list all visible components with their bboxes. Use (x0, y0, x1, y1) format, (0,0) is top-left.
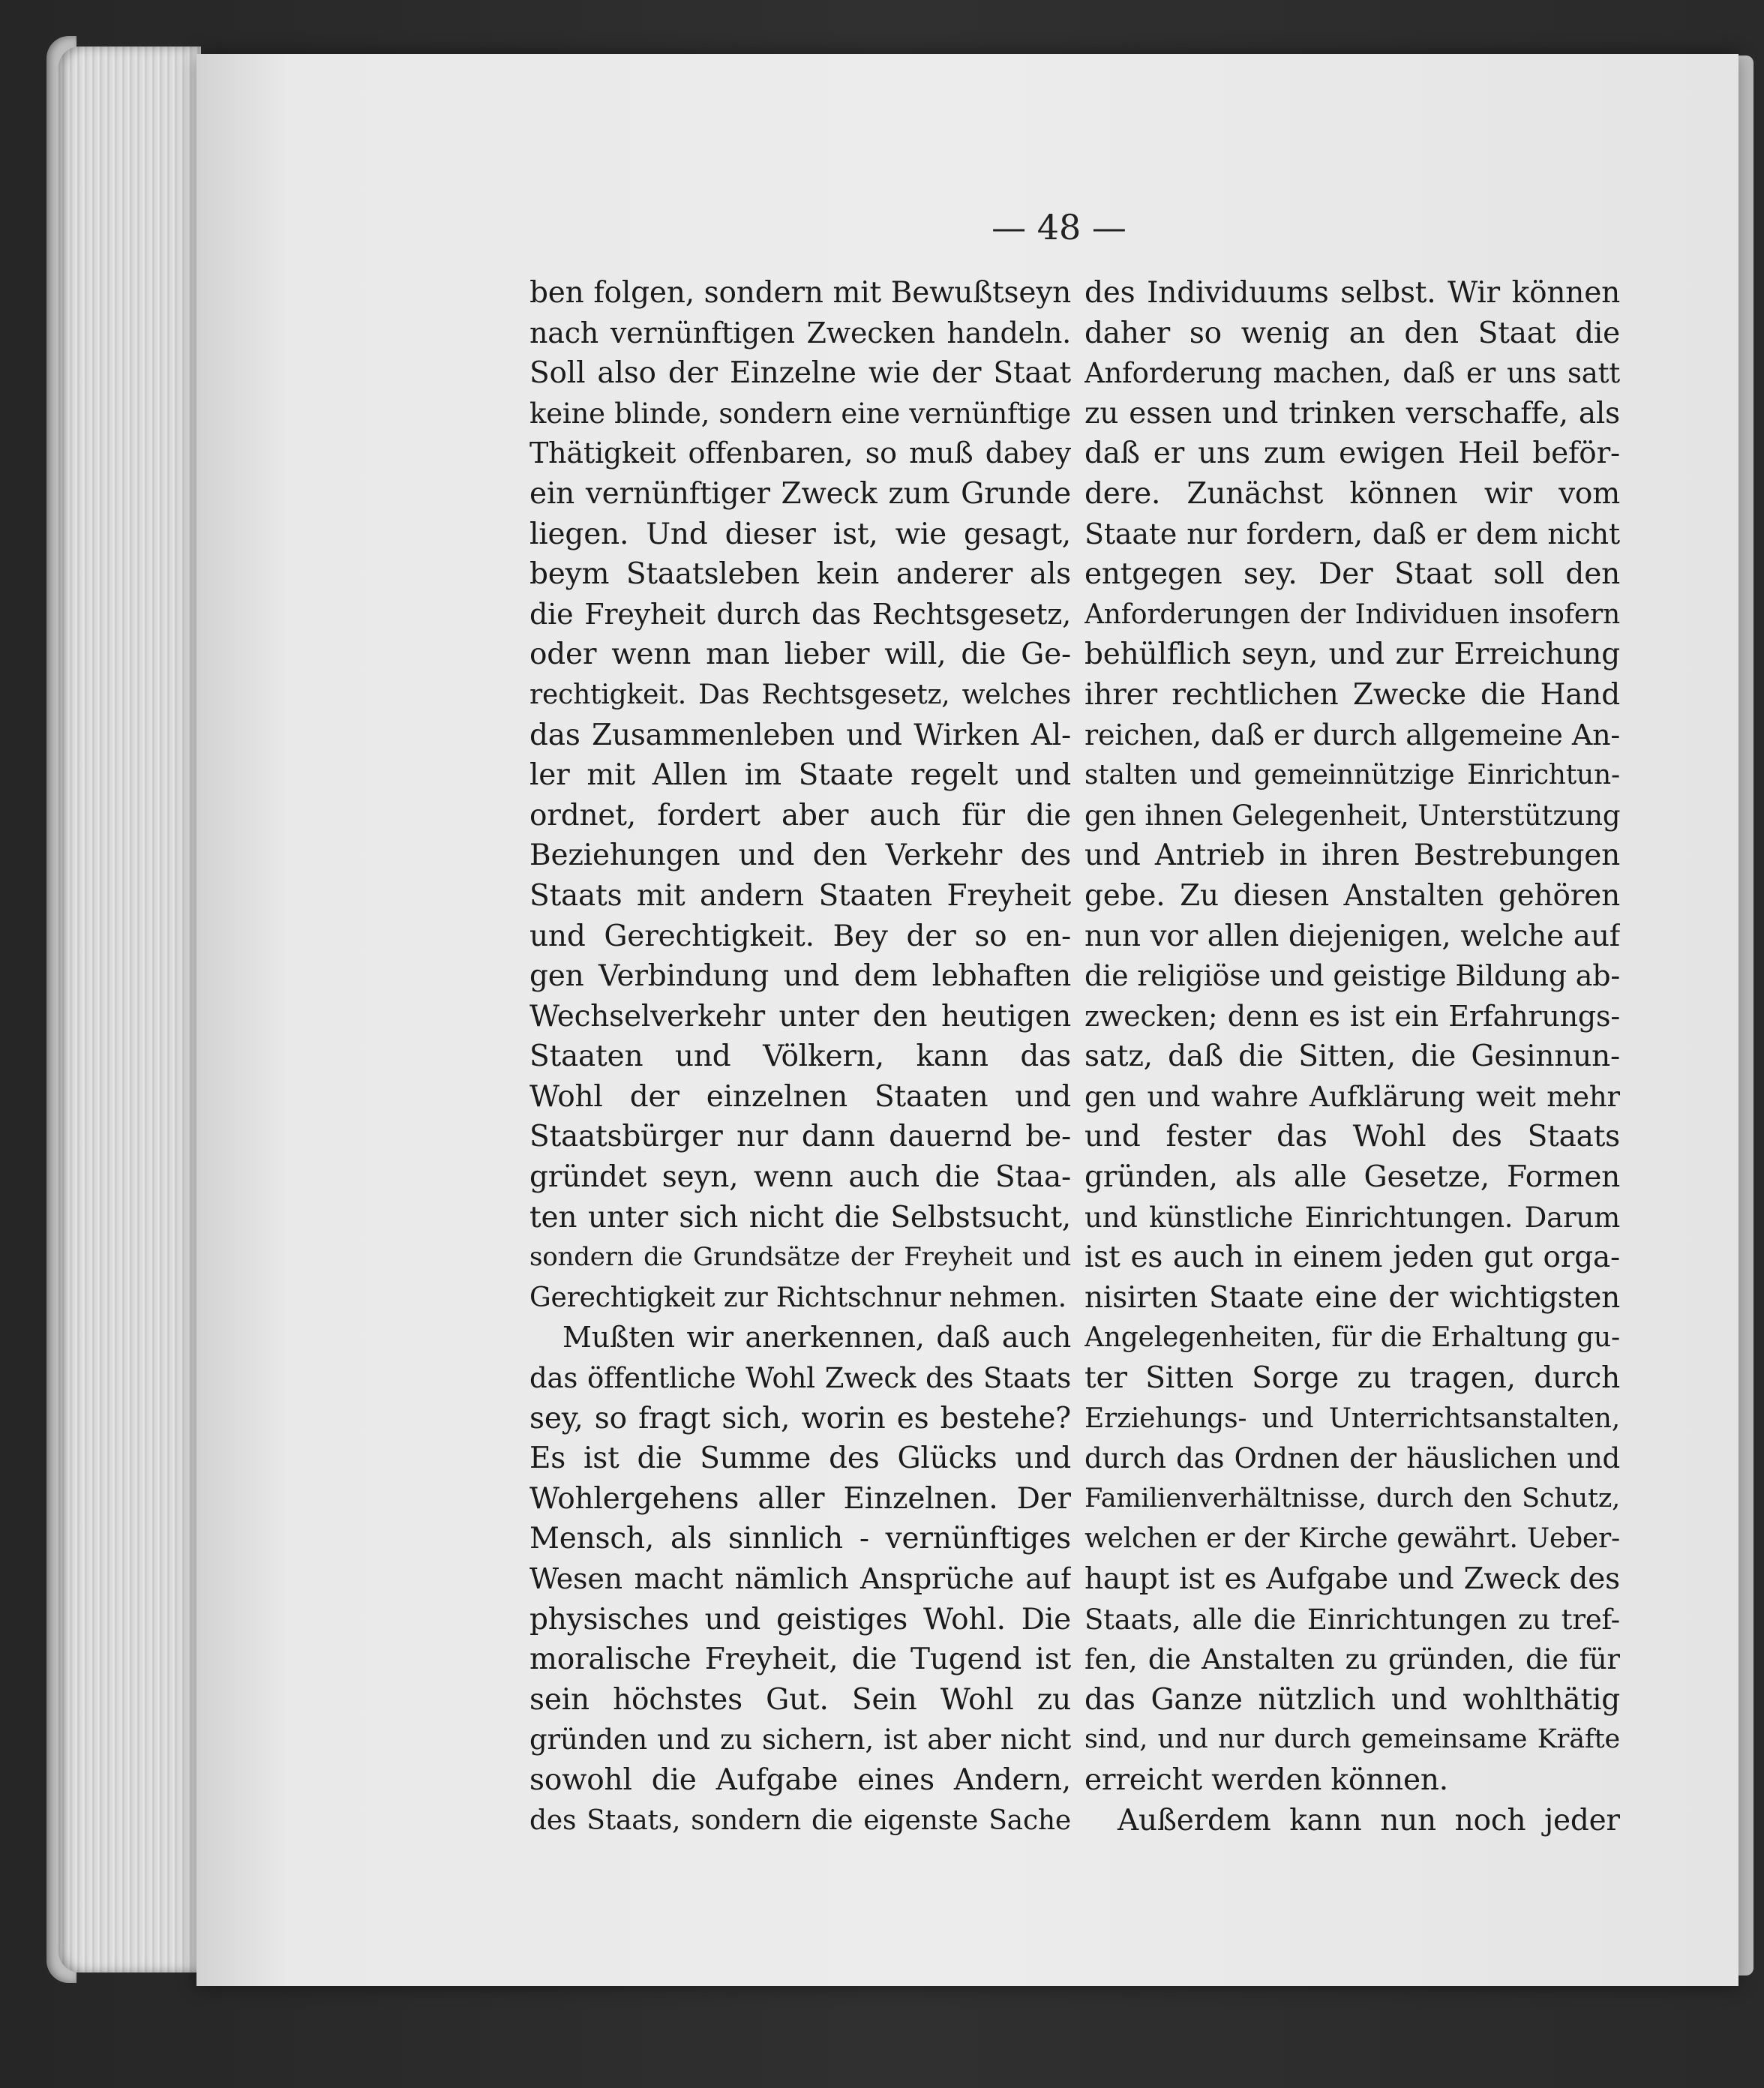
text-line: Staats, alle die Einrichtungen zu tref- (1084, 1603, 1620, 1636)
text-line: Anforderung machen, daß er uns satt (1084, 357, 1620, 390)
text-line: gen ihnen Gelegenheit, Unterstützung (1084, 799, 1620, 832)
text-line: entgegen sey. Der Staat soll den (1084, 557, 1620, 592)
text-line: Staats mit andern Staaten Freyheit (530, 878, 1071, 913)
page-number: — 48 — (992, 207, 1126, 248)
text-line: ben folgen, sondern mit Bewußtseyn (530, 276, 1071, 310)
text-line: Wesen macht nämlich Ansprüche auf (530, 1562, 1071, 1595)
text-line: nun vor allen diejenigen, welche auf (1084, 919, 1620, 953)
text-line: rechtigkeit. Das Rechtsgesetz, welches (530, 679, 1071, 710)
text-line: Erziehungs- und Unterrichtsanstalten, (1084, 1402, 1620, 1434)
text-line: nach vernünftigen Zwecken handeln. (530, 316, 1071, 350)
text-line: gen und wahre Aufklärung weit mehr (1084, 1080, 1620, 1113)
text-line: fen, die Anstalten zu gründen, die für (1084, 1643, 1620, 1676)
left-text-column (530, 273, 1071, 1840)
text-line: zu essen und trinken verschaffe, als (1084, 396, 1620, 430)
text-line: des Individuums selbst. Wir können (1084, 276, 1620, 310)
text-line: gebe. Zu diesen Anstalten gehören (1084, 878, 1620, 913)
right-text-column (1084, 273, 1620, 1840)
text-line: des Staats, sondern die eigenste Sache (530, 1804, 1071, 1836)
text-line: Staatsbürger nur dann dauernd be- (530, 1120, 1071, 1154)
text-line: gründet seyn, wenn auch die Staa- (530, 1160, 1071, 1195)
text-line: sey, so fragt sich, worin es bestehe? (530, 1401, 1071, 1436)
text-line: Anforderungen der Individuen insofern (1084, 598, 1620, 630)
text-line: gründen und zu sichern, ist aber nicht (530, 1724, 1071, 1756)
text-line: ter Sitten Sorge zu tragen, durch (1084, 1361, 1620, 1396)
text-line: welchen er der Kirche gewährt. Ueber- (1084, 1523, 1620, 1555)
text-line: das öffentliche Wohl Zweck des Staats (530, 1362, 1071, 1395)
text-line: physisches und geistiges Wohl. Die (530, 1602, 1071, 1636)
text-line: sondern die Grundsätze der Freyheit und (530, 1242, 1071, 1273)
text-line: erreicht werden können. (1084, 1762, 1448, 1797)
text-line: keine blinde, sondern eine vernünftige (530, 397, 1071, 430)
text-line: Familienverhältnisse, durch den Schutz, (1084, 1483, 1620, 1514)
text-line: Es ist die Summe des Glücks und (530, 1442, 1071, 1476)
text-line: ten unter sich nicht die Selbstsucht, (530, 1200, 1071, 1234)
text-line: Mensch, als sinnlich - vernünftiges (530, 1522, 1071, 1556)
text-line: haupt ist es Aufgabe und Zweck des (1084, 1562, 1620, 1596)
text-line: Angelegenheiten, für die Erhaltung gu- (1084, 1322, 1620, 1354)
text-line: Thätigkeit offenbaren, so muß dabey (530, 436, 1071, 470)
text-line: zwecken; denn es ist ein Erfahrungs- (1084, 999, 1620, 1033)
text-line: behülflich seyn, und zur Erreichung (1084, 638, 1620, 672)
text-line: ler mit Allen im Staate regelt und (530, 758, 1071, 793)
text-line: Beziehungen und den Verkehr des (530, 838, 1071, 873)
text-line: ist es auch in einem jeden gut orga- (1084, 1240, 1620, 1275)
text-line: und Antrieb in ihren Bestrebungen (1084, 838, 1620, 873)
text-line: Wohlergehens aller Einzelnen. Der (530, 1481, 1071, 1516)
text-line: ordnet, fordert aber auch für die (530, 798, 1071, 832)
text-line: durch das Ordnen der häuslichen und (1084, 1442, 1620, 1475)
text-line: Wohl der einzelnen Staaten und (530, 1079, 1071, 1114)
text-line: die religiöse und geistige Bildung ab- (1084, 959, 1620, 993)
text-line: Soll also der Einzelne wie der Staat (530, 356, 1071, 391)
text-line: und künstliche Einrichtungen. Darum (1084, 1201, 1620, 1234)
text-line: gen Verbindung und dem lebhaften (530, 959, 1071, 994)
text-line: und fester das Wohl des Staats (1084, 1120, 1620, 1154)
text-line: das Ganze nützlich und wohlthätig (1084, 1682, 1620, 1717)
text-line: Staate nur fordern, daß er dem nicht (1084, 517, 1620, 550)
text-line: oder wenn man lieber will, die Ge- (530, 638, 1071, 672)
text-line: nisirten Staate eine der wichtigsten (1084, 1280, 1620, 1315)
text-line: Gerechtigkeit zur Richtschnur nehmen. (530, 1282, 1066, 1313)
text-line: daher so wenig an den Staat die (1084, 316, 1620, 350)
text-line: ein vernünftiger Zweck zum Grunde (530, 476, 1071, 511)
text-line: Außerdem kann nun noch jeder (1118, 1803, 1620, 1838)
text-line: sind, und nur durch gemeinsame Kräfte (1084, 1724, 1620, 1755)
text-line: sein höchstes Gut. Sein Wohl zu (530, 1682, 1071, 1717)
text-line: Mußten wir anerkennen, daß auch (562, 1321, 1071, 1354)
text-line: die Freyheit durch das Rechtsgesetz, (530, 597, 1071, 631)
text-line: dere. Zunächst können wir vom (1084, 476, 1620, 511)
text-line: satz, daß die Sitten, die Gesinnun- (1084, 1040, 1620, 1074)
stacked-page-edges (58, 46, 201, 1972)
text-line: gründen, als alle Gesetze, Formen (1084, 1160, 1620, 1195)
text-line: liegen. Und dieser ist, wie gesagt, (530, 517, 1071, 551)
text-line: Staaten und Völkern, kann das (530, 1040, 1071, 1074)
text-line: sowohl die Aufgabe eines Andern, (530, 1762, 1071, 1797)
text-line: und Gerechtigkeit. Bey der so en- (530, 919, 1071, 953)
text-line: ihrer rechtlichen Zwecke die Hand (1084, 677, 1620, 712)
text-line: beym Staatsleben kein anderer als (530, 557, 1071, 592)
text-line: stalten und gemeinnützige Einrichtun- (1084, 760, 1620, 791)
text-line: daß er uns zum ewigen Heil beför- (1084, 436, 1620, 471)
text-line: reichen, daß er durch allgemeine An- (1084, 718, 1620, 752)
text-line: Wechselverkehr unter den heutigen (530, 999, 1071, 1034)
text-line: das Zusammenleben und Wirken Al- (530, 718, 1071, 752)
text-line: moralische Freyheit, die Tugend ist (530, 1642, 1071, 1677)
